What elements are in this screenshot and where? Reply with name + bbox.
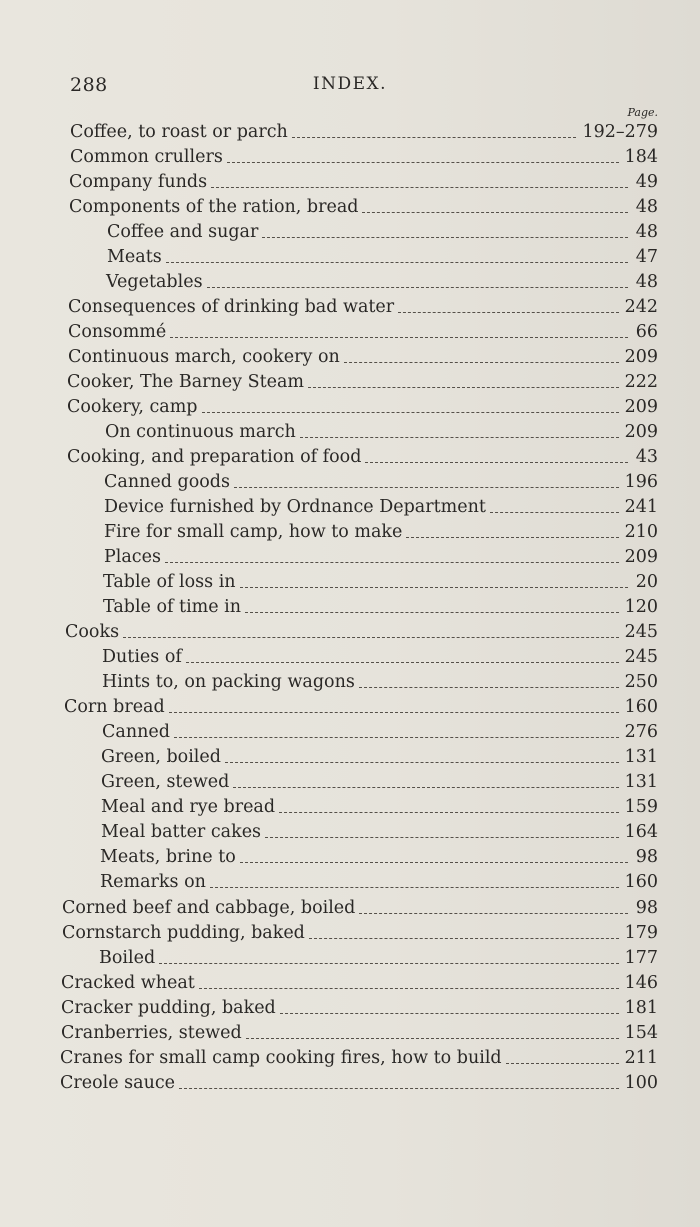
entry-term: Cooker, The Barney Steam [67,372,304,393]
dot-leader [292,136,577,138]
entry-page-number: 146 [624,972,658,993]
index-subentry [0,218,700,243]
index-subentry [0,793,700,818]
entry-term: Table of loss in [103,572,236,593]
entry-page-number: 250 [624,672,658,693]
index-subentry [0,243,700,268]
entry-page-number: 196 [624,472,658,493]
index-subentry [0,743,700,768]
entry-term: Remarks on [100,872,206,893]
entry-page-number: 48 [635,222,658,243]
entry-term: Cookery, camp [67,397,198,418]
running-head: INDEX. [312,74,388,94]
index-subentry [0,643,700,668]
index-entry [0,618,700,643]
entry-term: Cooks [65,622,120,643]
index-subentry [0,493,700,518]
index-entry [0,1069,700,1094]
entry-page-number: 276 [624,722,658,743]
index-entry [0,368,700,393]
entry-term: Meal and rye bread [101,797,276,818]
entry-page-number: 66 [635,322,658,343]
index-entry [0,994,700,1019]
entry-page-number: 160 [624,697,658,718]
dot-leader [202,411,619,413]
index-entry [0,193,700,218]
entry-term: Canned [102,722,170,743]
dot-leader [199,987,619,989]
entry-page-number: 20 [635,572,658,593]
dot-leader [362,211,628,213]
entry-term: Creole sauce [60,1072,176,1093]
index-subentry [0,668,700,693]
entry-term: Corned beef and cabbage, boiled [62,897,356,918]
entry-term: Places [104,547,161,568]
index-entry [0,293,700,318]
entry-term: Common crullers [70,147,223,168]
index-subentry [0,543,700,568]
page-column-label: Page. [627,106,658,119]
entry-page-number: 242 [624,297,658,318]
entry-term: Green, boiled [101,747,221,768]
entry-term: Coffee, to roast or parch [70,122,288,143]
entry-term: Table of time in [103,597,242,618]
dot-leader [406,536,618,538]
entry-page-number: 241 [624,497,658,518]
index-entry [0,393,700,418]
entry-term: Cranes for small camp cooking fires, how to build [60,1047,502,1068]
entry-page-number: 159 [624,797,658,818]
entry-page-number: 98 [635,847,658,868]
index-subentry [0,868,700,893]
index-subentry [0,718,700,743]
entry-term: Vegetables [106,272,203,293]
index-entry [0,118,700,143]
index-subentry [0,593,700,618]
index-entry [0,893,700,918]
entry-page-number: 184 [624,147,658,168]
dot-leader [227,161,619,163]
entry-page-number: 154 [624,1022,658,1043]
index-entry [0,919,700,944]
entry-term: Coffee and sugar [107,222,259,243]
entry-page-number: 211 [624,1047,658,1068]
dot-leader [359,912,628,914]
dot-leader [225,761,619,763]
entry-term: Meats, brine to [100,847,236,868]
dot-leader [123,636,619,638]
entry-term: Cornstarch pudding, baked [62,922,305,943]
dot-leader [207,286,628,288]
entry-page-number: 222 [624,372,658,393]
dot-leader [490,511,619,513]
dot-leader [280,1012,619,1014]
entry-term: Duties of [102,647,182,668]
dot-leader [265,836,619,838]
entry-page-number: 98 [635,897,658,918]
dot-leader [262,236,628,238]
index-subentry [0,468,700,493]
dot-leader [174,736,619,738]
entry-term: Consequences of drinking bad water [68,297,395,318]
entry-term: Consommé [68,322,167,343]
dot-leader [365,461,628,463]
entry-page-number: 48 [635,272,658,293]
entry-page-number: 179 [624,922,658,943]
dot-leader [170,336,628,338]
entry-term: Corn bread [64,697,165,718]
dot-leader [240,586,628,588]
index-entry [0,1044,700,1069]
entry-term: Components of the ration, bread [69,197,359,218]
index-entry [0,318,700,343]
dot-leader [210,886,619,888]
dot-leader [506,1062,619,1064]
entry-term: Meal batter cakes [101,822,262,843]
entry-term: Cracked wheat [61,972,195,993]
index-entry [0,969,700,994]
index-subentry [0,843,700,868]
index-subentry [0,268,700,293]
dot-leader [186,661,619,663]
dot-leader [165,561,619,563]
entry-page-number: 245 [624,647,658,668]
dot-leader [245,611,619,613]
page-number: 288 [70,74,108,96]
entry-page-number: 181 [624,997,658,1018]
entry-term: Cranberries, stewed [61,1022,242,1043]
entry-page-number: 177 [624,947,658,968]
dot-leader [308,386,619,388]
entry-page-number: 48 [635,197,658,218]
dot-leader [166,261,628,263]
dot-leader [309,937,619,939]
entry-term: Canned goods [104,472,230,493]
entry-term: Company funds [69,172,208,193]
entry-page-number: 131 [624,747,658,768]
entry-term: Boiled [99,947,156,968]
index-entry [0,443,700,468]
entry-page-number: 209 [624,547,658,568]
entry-term: On continuous march [105,422,296,443]
entry-page-number: 100 [624,1072,658,1093]
entry-page-number: 49 [635,172,658,193]
dot-leader [179,1087,619,1089]
dot-leader [240,861,628,863]
index-subentry [0,944,700,969]
dot-leader [233,786,618,788]
entry-term: Fire for small camp, how to make [104,522,403,543]
dot-leader [359,686,619,688]
entry-term: Cracker pudding, baked [61,997,276,1018]
index-entry [0,693,700,718]
entry-page-number: 47 [635,247,658,268]
entry-page-number: 43 [635,447,658,468]
dot-leader [159,962,618,964]
entry-term: Green, stewed [101,772,230,793]
index-subentry [0,818,700,843]
entry-term: Device furnished by Ordnance Department [104,497,486,518]
index-entry [0,143,700,168]
dot-leader [279,811,619,813]
entry-page-number: 209 [624,347,658,368]
entry-term: Continuous march, cookery on [68,347,340,368]
dot-leader [398,311,618,313]
entry-term: Hints to, on packing wagons [102,672,355,693]
index-subentry [0,768,700,793]
index-entry [0,343,700,368]
dot-leader [344,361,619,363]
index-subentry [0,568,700,593]
entry-page-number: 160 [624,872,658,893]
entry-page-number: 131 [624,772,658,793]
dot-leader [169,711,619,713]
dot-leader [211,186,628,188]
entry-page-number: 164 [624,822,658,843]
index-subentry [0,418,700,443]
entry-page-number: 209 [624,397,658,418]
entry-page-number: 209 [624,422,658,443]
entry-page-number: 120 [624,597,658,618]
index-entry [0,168,700,193]
entry-term: Meats [107,247,162,268]
entry-page-number: 245 [624,622,658,643]
index-entry [0,1019,700,1044]
index-subentry [0,518,700,543]
index-entries [0,118,700,1094]
dot-leader [300,436,619,438]
entry-term: Cooking, and preparation of food [67,447,362,468]
dot-leader [246,1037,619,1039]
dot-leader [234,486,619,488]
entry-page-number: 210 [624,522,658,543]
entry-page-number: 192–279 [582,122,658,143]
